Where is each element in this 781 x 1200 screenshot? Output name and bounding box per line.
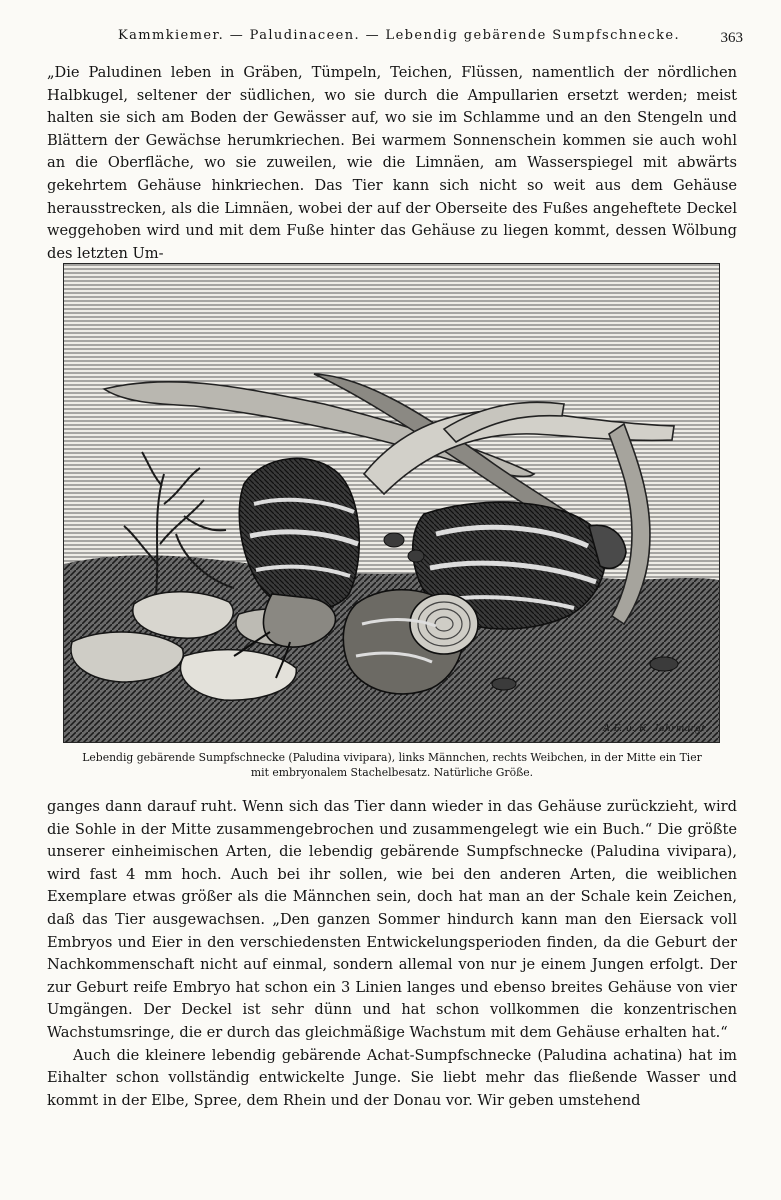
body-text-top <box>47 62 737 265</box>
paragraph-vivipara: ganges dann darauf ruht. Wenn sich das Tier dann wieder in das Gehäuse zurückzieht, wird die Sohle in der Mitte zusammengebrochen und zusammengelegt wie ein Buch.“ Die größte unserer einheimischen Arten, die lebendig gebärende Sumpfschnecke (Paludina vivipara), wird fast 4 mm hoch. Auch bei ihr sollen, wie bei den anderen Arten, die weiblichen Exemplare etwas größer als die Männchen sein, doch hat man an der Schale kein Zeichen, daß das Tier ausgewachsen. „Den ganzen Sommer hindurch kann man den Eiersack voll Embryos und Eier in den verschiedensten Entwickelungsperioden finden, da die Geburt der Nachkommenschaft nicht auf einmal, sondern allemal von nur je einem Jungen erfolgt. Der zur Geburt reife Embryo hat schon ein 3 Linien langes und ebenso breites Gehäuse von vier Umgängen. Der Deckel ist sehr dünn und hat schon vollkommen die konzentrischen Wachstumsringe, die er durch das gleichmäßige Wachstum mit dem Gehäuse erhalten hat.“ <box>47 798 737 1041</box>
engraver-signature: A.F. u. K. Jahrmargt <box>602 722 705 734</box>
caption-line-2: mit embryonalem Stachelbesatz. Natürliche Größe. <box>250 766 534 779</box>
paragraph-paludinen: „Die Paludinen leben in Gräben, Tümpeln, Teichen, Flüssen, namentlich der nördlichen Halbkugel, seltener der südlichen, wo sie durch die Ampullarien ersetzt werden; meist halten sie sich am Boden der Gewässer auf, wo sie im Schlamme und an den Stengeln und Blättern der Gewächse herumkriechen. Bei warmem Sonnenschein kommen sie auch wohl an die Oberfläche, wo sie zuweilen, wie die Limnäen, am Wasserspiegel mit abwärts gekehrtem Gehäuse hinkriechen. Das Tier kann sich nicht so weit aus dem Gehäuse herausstrecken, als die Limnäen, wobei der auf der Oberseite des Fußes angeheftete Deckel weggehoben wird und mit dem Fuße hinter das Gehäuse zu liegen kommt, dessen Wölbung des letzten Um- <box>47 64 737 262</box>
figure-caption <box>47 750 737 780</box>
page-number: 363 <box>720 30 743 46</box>
engraving-figure <box>63 263 720 743</box>
caption-line-1: Lebendig gebärende Sumpfschnecke (Paludina vivipara), links Männchen, rechts Weibchen, in der Mitte ein Tier <box>82 751 702 764</box>
paragraph-achatina: Auch die kleinere lebendig gebärende Achat-Sumpfschnecke (Paludina achatina) hat im Eihalter schon vollständig entwickelte Junge. Sie liebt mehr das fließende Wasser und kommt in der Elbe, Spree, dem Rhein und der Donau vor. Wir geben umstehend <box>47 1046 737 1109</box>
engraving-illustration <box>64 264 719 742</box>
running-head: Kammkiemer. — Paludinaceen. — Lebendig gebärende Sumpfschnecke. <box>118 28 681 43</box>
body-text-bottom <box>47 796 737 1112</box>
